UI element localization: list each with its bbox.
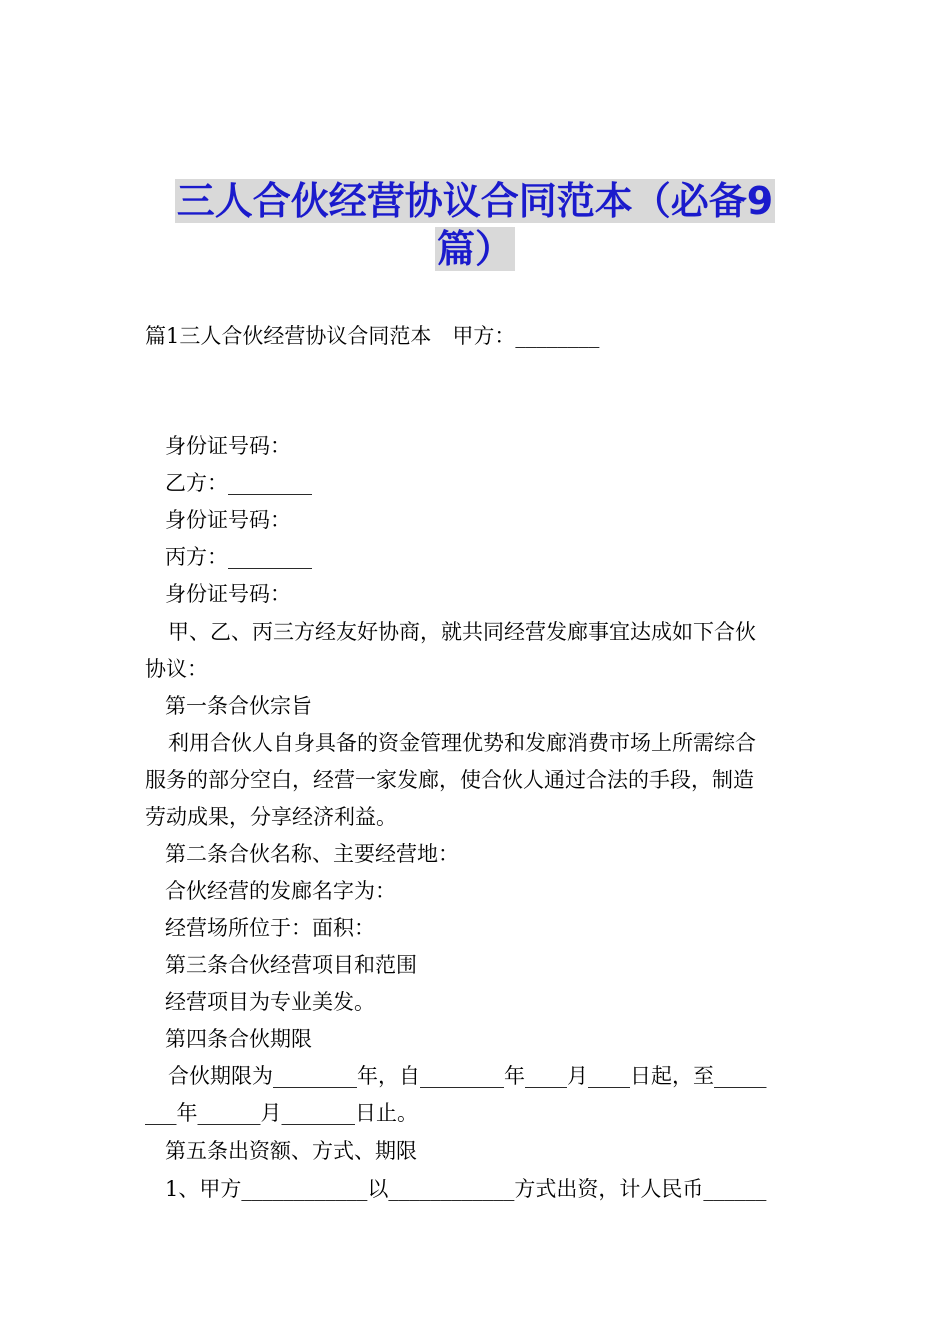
paragraph-line: 乙方：________ <box>165 471 312 495</box>
paragraph-line: ___年______月_______日止。 <box>145 1101 418 1125</box>
paragraph-line: 甲、乙、丙三方经友好协商，就共同经营发廊事宜达成如下合伙 <box>168 620 756 644</box>
paragraph-line: 经营场所位于：面积： <box>165 916 375 940</box>
paragraph-line: 合伙经营的发廊名字为： <box>165 879 396 903</box>
paragraph-line: 服务的部分空白，经营一家发廊，使合伙人通过合法的手段，制造 <box>145 768 754 792</box>
paragraph-line: 劳动成果，分享经济利益。 <box>145 805 397 829</box>
paragraph-line: 第四条合伙期限 <box>165 1027 312 1051</box>
paragraph-line: 经营项目为专业美发。 <box>165 990 375 1014</box>
paragraph-line: 合伙期限为________年，自________年____月____日起，至_____ <box>168 1064 767 1088</box>
paragraph-line: 身份证号码： <box>165 582 291 606</box>
paragraph-line: 第三条合伙经营项目和范围 <box>165 953 417 977</box>
section-heading: 篇1三人合伙经营协议合同范本 甲方：________ <box>145 324 600 348</box>
paragraph-line: 第二条合伙名称、主要经营地： <box>165 842 459 866</box>
paragraph-line: 协议： <box>145 657 208 681</box>
document-title-line-1: 三人合伙经营协议合同范本（必备9 <box>176 179 774 223</box>
paragraph-line: 利用合伙人自身具备的资金管理优势和发廊消费市场上所需综合 <box>168 731 756 755</box>
paragraph-line: 身份证号码： <box>165 508 291 532</box>
paragraph-line: 丙方：________ <box>165 545 312 569</box>
paragraph-line: 第一条合伙宗旨 <box>165 694 312 718</box>
document-title-line-2: 篇） <box>436 227 513 271</box>
paragraph-line: 第五条出资额、方式、期限 <box>165 1139 417 1163</box>
paragraph-line: 1、甲方____________以____________方式出资，计人民币______ <box>165 1177 767 1201</box>
paragraph-line: 身份证号码： <box>165 434 291 458</box>
